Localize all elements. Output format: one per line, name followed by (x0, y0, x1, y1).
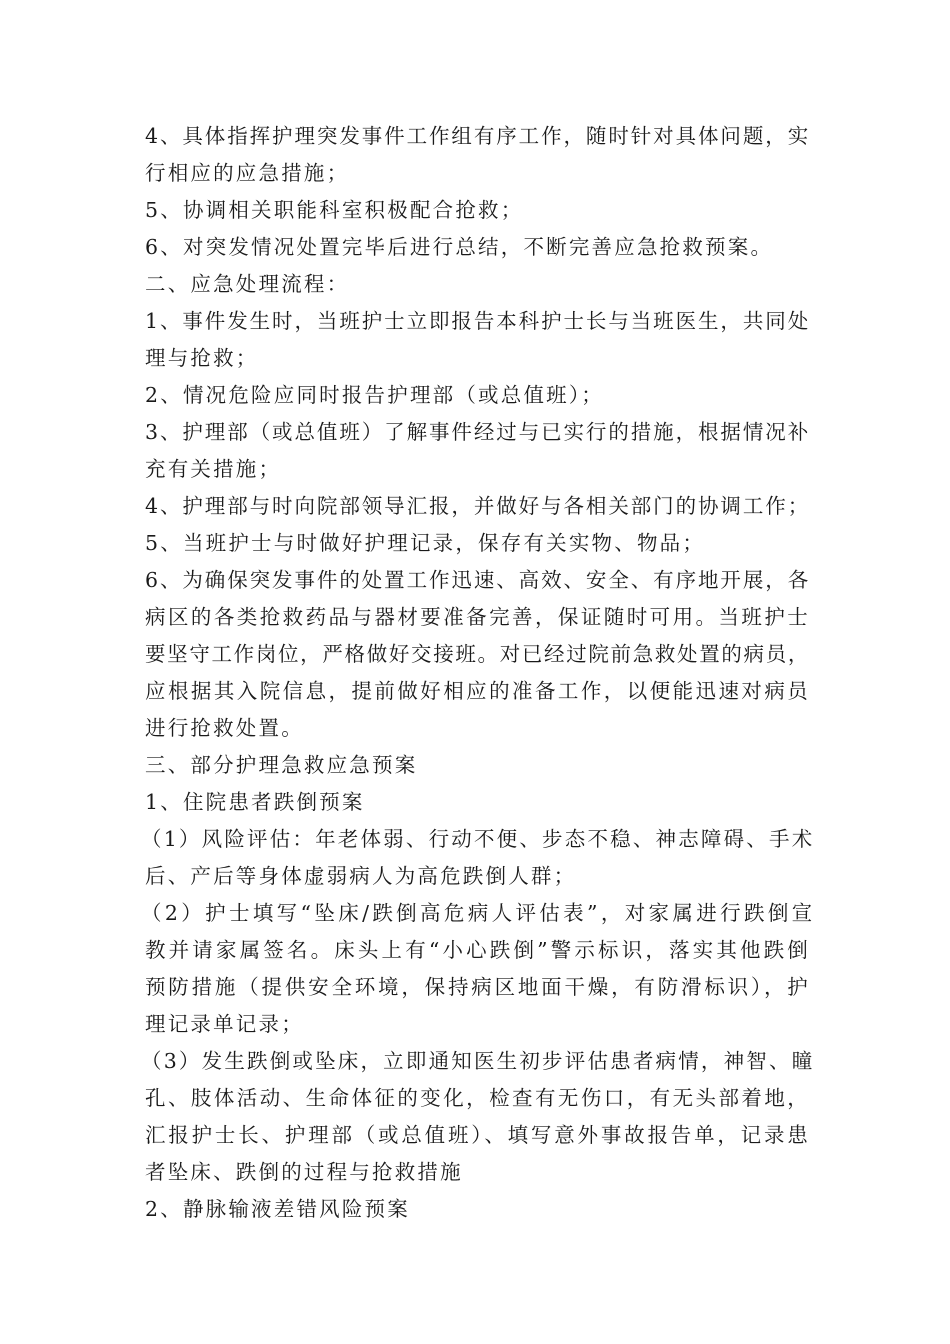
text-line: 充有关措施； (145, 457, 282, 481)
text-line: 行相应的应急措施； (145, 161, 350, 185)
subsection-heading: 1、住院患者跌倒预案 (145, 790, 365, 814)
text-line: 6、对突发情况处置完毕后进行总结，不断完善应急抢救预案。 (145, 235, 774, 259)
text-line: （3）发生跌倒或坠床，立即通知医生初步评估患者病情，神智、瞳 (141, 1049, 810, 1073)
text-line: 4、护理部与时向院部领导汇报，并做好与各相关部门的协调工作； (145, 494, 810, 518)
subsection-heading: 2、静脉输液差错风险预案 (145, 1197, 410, 1221)
text-line: 理与抢救； (145, 346, 259, 370)
text-line: 者坠床、跌倒的过程与抢救措施 (145, 1160, 463, 1184)
text-line: 后、产后等身体虚弱病人为高危跌倒人群； (145, 864, 577, 888)
text-line: 2、情况危险应同时报告护理部（或总值班）； (145, 383, 604, 407)
document-body (141, 118, 810, 1228)
section-heading: 三、部分护理急救应急预案 (145, 753, 418, 777)
text-line: 1、事件发生时，当班护士立即报告本科护士长与当班医生，共同处 (145, 309, 810, 333)
text-line: 病区的各类抢救药品与器材要准备完善，保证随时可用。当班护士 (145, 605, 810, 629)
text-line: 进行抢救处置。 (145, 716, 304, 740)
text-line: 4、具体指挥护理突发事件工作组有序工作，随时针对具体问题，实 (145, 124, 810, 148)
text-line: 5、当班护士与时做好护理记录，保存有关实物、物品； (145, 531, 706, 555)
text-line: 理记录单记录； (145, 1012, 304, 1036)
text-line: 应根据其入院信息，提前做好相应的准备工作，以便能迅速对病员 (145, 679, 810, 703)
text-line: 5、协调相关职能科室积极配合抢救； (145, 198, 524, 222)
text-line: 6、为确保突发事件的处置工作迅速、高效、安全、有序地开展，各 (145, 568, 810, 592)
text-line: 预防措施（提供安全环境，保持病区地面干燥，有防滑标识），护 (145, 975, 810, 999)
text-line: 孔、肢体活动、生命体征的变化，检查有无伤口，有无头部着地， (145, 1086, 810, 1110)
text-line: 汇报护士长、护理部（或总值班）、填写意外事故报告单，记录患 (145, 1123, 810, 1147)
text-line: 教并请家属签名。床头上有“小心跌倒”警示标识，落实其他跌倒 (145, 938, 810, 962)
text-line: 要坚守工作岗位，严格做好交接班。对已经过院前急救处置的病员， (145, 642, 810, 666)
text-line: 3、护理部（或总值班）了解事件经过与已实行的措施，根据情况补 (145, 420, 810, 444)
text-line: （1）风险评估：年老体弱、行动不便、步态不稳、神志障碍、手术 (141, 827, 810, 851)
text-line: （2）护士填写“坠床/跌倒高危病人评估表”，对家属进行跌倒宣 (141, 901, 810, 925)
section-heading: 二、应急处理流程： (145, 272, 350, 296)
